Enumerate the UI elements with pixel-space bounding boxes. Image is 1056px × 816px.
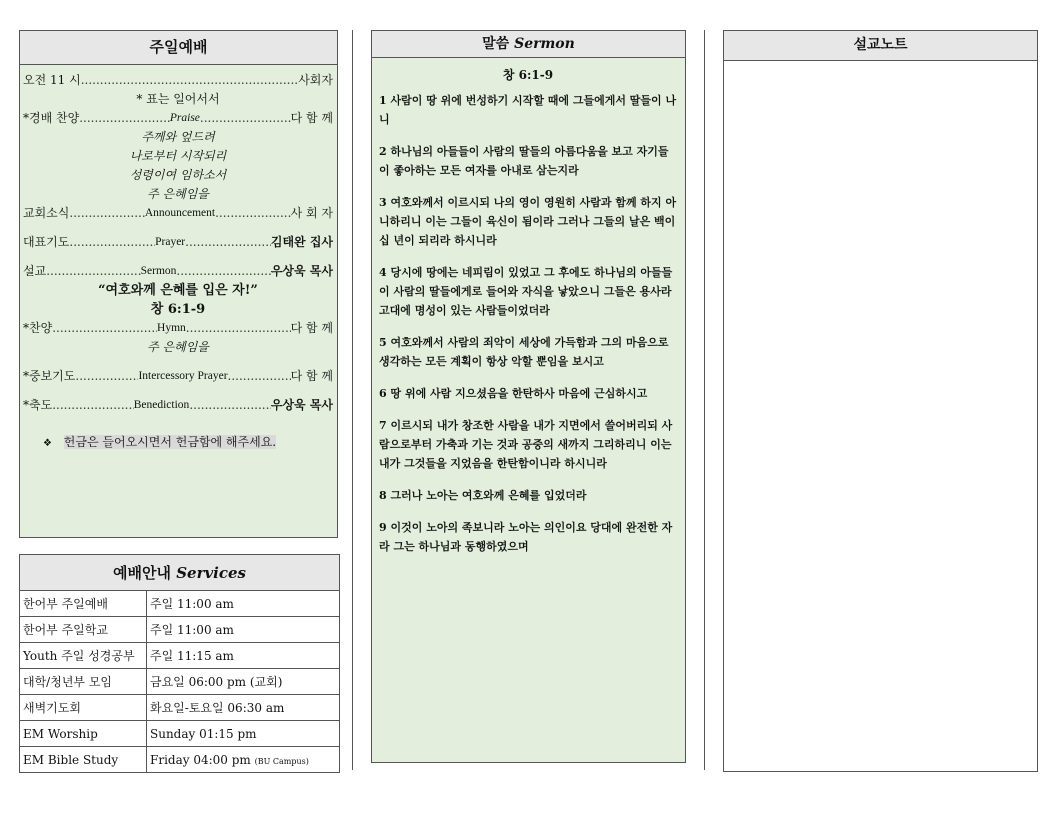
sermon-ref: 창 6:1-9 [150, 302, 206, 317]
worship-header: 주일예배 [19, 30, 338, 65]
verse: 8 그러나 노아는 여호와께 은혜를 입었더라 [379, 489, 587, 502]
sermon-panel [371, 30, 686, 763]
order-item-sermon: 설교 ..... Sermon ..... 우상욱 목사 [23, 262, 333, 281]
offering-text: 헌금은 들어오시면서 헌금함에 해주세요. [63, 435, 277, 449]
table-row: Youth 주일 성경공부 주일 11:15 am [20, 643, 340, 669]
sermon-body [371, 58, 686, 763]
table-row: EM Bible Study Friday 04:00 pm (BU Campus) [20, 747, 340, 773]
verse: 5 여호와께서 사람의 죄악이 세상에 가득함과 그의 마음으로 생각하는 모든 계획이 항상 악할 뿐임을 보시고 [379, 336, 669, 368]
order-item-intercessory: *중보기도 ..... Intercessory Prayer ..... 다 함 께 [23, 367, 333, 386]
notes-header: 설교노트 [723, 30, 1038, 61]
services-panel [19, 554, 340, 773]
verse: 1 사람이 땅 위에 번성하기 시작할 때에 그들에게서 딸들이 나니 [379, 94, 677, 126]
table-row: 새벽기도회 화요일-토요일 06:30 am [20, 695, 340, 721]
hymn-song: 주 은혜임을 [147, 340, 209, 354]
worship-time: 오전 11 시 [23, 73, 81, 87]
services-header: 예배안내 Services [19, 554, 340, 590]
table-row: 한어부 주일학교 주일 11:00 am [20, 617, 340, 643]
table-row: EM Worship Sunday 01:15 pm [20, 721, 340, 747]
stand-note: * 표는 일어서서 [136, 92, 220, 106]
verse: 6 땅 위에 사람 지으셨음을 한탄하사 마음에 근심하시고 [379, 387, 648, 400]
diamond-bullet-icon: ❖ [43, 438, 52, 449]
worship-time-row [23, 71, 333, 90]
sermon-title: “여호와께 은혜를 입은 자!” [98, 283, 258, 298]
praise-song: 주께와 엎드려 [141, 130, 215, 144]
notes-area [723, 61, 1038, 772]
offering-note [23, 433, 333, 453]
verse: 7 이르시되 내가 창조한 사람을 내가 지면에서 쓸어버리되 사람으로부터 가축과 기는 것과 공중의 새까지 그리하리니 이는 내가 그것들을 지었음을 한탄함이니라 하시니라 [379, 419, 673, 470]
table-row: 한어부 주일예배 주일 11:00 am [20, 591, 340, 617]
sermon-notes-panel [723, 30, 1038, 772]
worship-body [19, 65, 338, 538]
scripture-reference: 창 6:1-9 [502, 68, 554, 82]
order-item-announcement: 교회소식 ..... Announcement ..... 사 회 자 [23, 204, 333, 223]
verse: 3 여호와께서 이르시되 나의 영이 영원히 사람과 함께 하지 아니하리니 이는 그들이 육신이 됨이라 그러나 그들의 날은 백이십 년이 되리라 하시니라 [379, 196, 677, 247]
order-item-praise: *경배 찬양 ..... Praise ..... 다 함 께 [23, 109, 333, 128]
order-item-hymn: *찬양 ..... Hymn ..... 다 함 께 [23, 319, 333, 338]
column-divider [704, 30, 705, 770]
verse: 9 이것이 노아의 족보니라 노아는 의인이요 당대에 완전한 자라 그는 하나님과 동행하였으며 [379, 521, 673, 553]
praise-song: 나로부터 시작되리 [129, 149, 227, 163]
order-item-prayer: 대표기도 ..... Prayer ..... 김태완 집사 [23, 233, 333, 252]
praise-song: 주 은혜임을 [147, 187, 209, 201]
services-table [19, 590, 340, 773]
verse: 2 하나님의 아들들이 사람의 딸들의 아름다움을 보고 자기들이 좋아하는 모든 여자를 아내로 삼는지라 [379, 145, 669, 177]
column-divider [352, 30, 353, 770]
sermon-header: 말씀 Sermon [371, 30, 686, 58]
worship-order-panel [19, 30, 338, 538]
worship-leader: 사회자 [298, 73, 333, 87]
verse: 4 당시에 땅에는 네피림이 있었고 그 후에도 하나님의 아들들이 사람의 딸들에게로 들어와 자식을 낳았으니 그들은 용사라 고대에 명성이 있는 사람들이었더라 [379, 266, 673, 317]
praise-song: 성령이여 임하소서 [129, 168, 227, 182]
order-item-benediction: *축도 ..... Benediction ..... 우상욱 목사 [23, 396, 333, 415]
table-row: 대학/청년부 모임 금요일 06:00 pm (교회) [20, 669, 340, 695]
